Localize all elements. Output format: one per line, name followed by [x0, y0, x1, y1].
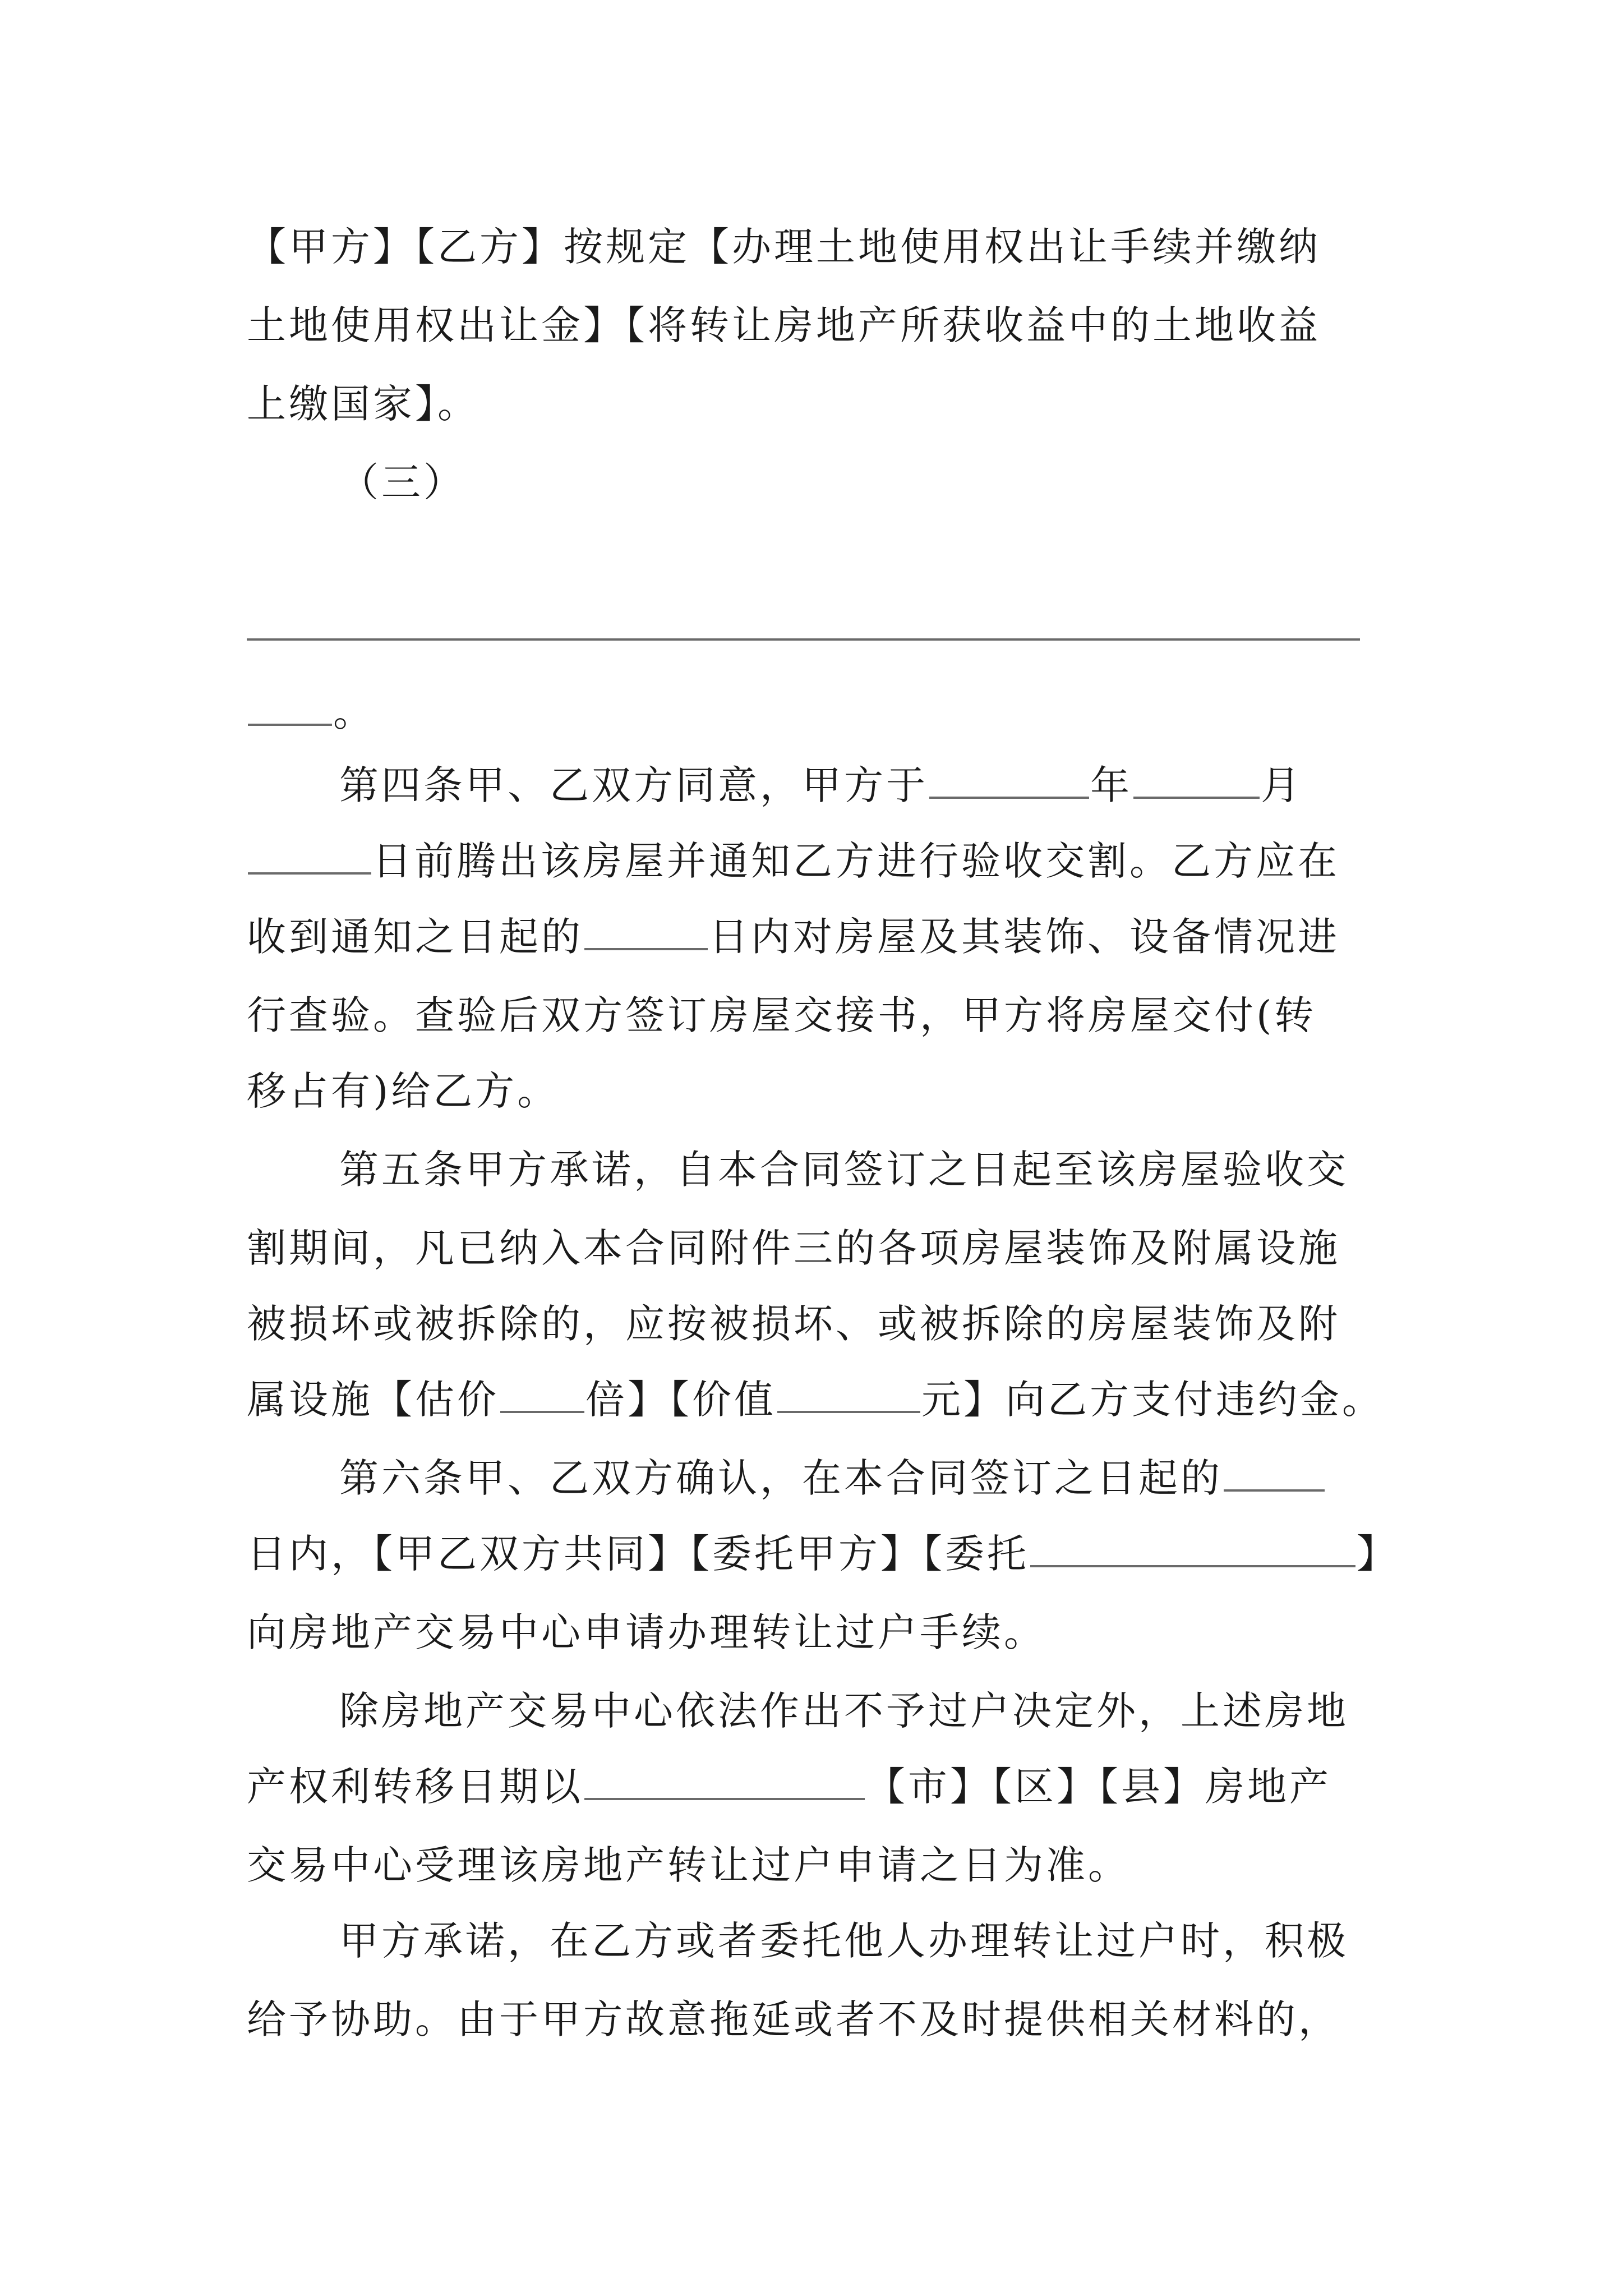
fill-in-blank-line — [247, 638, 1360, 641]
text-line: 行查验。查验后双方签订房屋交接书，甲方将房屋交付(转 — [247, 992, 1317, 1038]
text-line — [339, 746, 1483, 825]
text-line — [247, 822, 1391, 900]
article-6-text: 日内，【甲乙双方共同】【委托甲方】【委托 — [247, 1531, 1029, 1577]
days-blank — [584, 913, 708, 950]
article-6-text: 】 — [1357, 1531, 1399, 1577]
paragraph-text: 产权利转移日期以 — [247, 1764, 583, 1810]
text-line: 移占有)给乙方。 — [247, 1068, 560, 1114]
text-line: 甲方承诺，在乙方或者委托他人办理转让过户时，积极 — [339, 1918, 1349, 1964]
month-blank — [1133, 762, 1260, 799]
text-line — [247, 1515, 1399, 1593]
month-label: 月 — [1261, 762, 1303, 808]
text-line: 被损坏或被拆除的，应按被损坏、或被拆除的房屋装饰及附 — [247, 1301, 1340, 1347]
article-5-text: 属设施【估价 — [247, 1377, 499, 1423]
text-line: 交易中心受理该房地产转让过户申请之日为准。 — [247, 1842, 1130, 1888]
text-line — [247, 673, 1391, 752]
fill-in-blank — [248, 689, 332, 726]
agent-blank — [1030, 1530, 1355, 1567]
text-line — [247, 1360, 1391, 1439]
amount-blank — [777, 1376, 920, 1413]
text-line — [339, 1439, 1483, 1517]
text-line — [247, 898, 1391, 976]
text-line: 第五条甲方承诺，自本合同签订之日起至该房屋验收交 — [339, 1147, 1349, 1193]
section-heading: （三） — [339, 459, 465, 505]
text-line: 除房地产交易中心依法作出不予过户决定外，上述房地 — [339, 1688, 1349, 1734]
article-4-text: 收到通知之日起的 — [247, 914, 583, 960]
article-5-text: 倍】【价值 — [585, 1377, 776, 1423]
article-4-text: 日内对房屋及其装饰、设备情况进 — [709, 914, 1340, 960]
text-line: 【甲方】【乙方】按规定【办理土地使用权出让手续并缴纳 — [247, 224, 1321, 270]
date-blank — [584, 1763, 865, 1800]
text-line: 给予协助。由于甲方故意拖延或者不及时提供相关材料的， — [247, 1996, 1340, 2042]
paragraph-text: 【市】【区】【县】房地产 — [866, 1764, 1331, 1810]
line-end-mark: 。 — [333, 689, 375, 735]
article-5-text: 元】向乙方支付违约金。 — [921, 1377, 1384, 1423]
text-line: 土地使用权出让金】【将转让房地产所获收益中的土地收益 — [247, 302, 1321, 348]
text-line — [247, 1747, 1391, 1826]
year-blank — [929, 762, 1089, 799]
day-blank — [248, 838, 371, 875]
article-4-text: 第四条甲、乙双方同意，甲方于 — [339, 762, 928, 808]
article-6-text: 第六条甲、乙双方确认，在本合同签订之日起的 — [339, 1455, 1223, 1501]
text-line: 上缴国家】。 — [247, 381, 479, 427]
year-label: 年 — [1090, 762, 1132, 808]
multiple-blank — [500, 1376, 584, 1413]
article-4-text: 日前腾出该房屋并通知乙方进行验收交割。乙方应在 — [372, 838, 1340, 884]
text-line: 向房地产交易中心申请办理转让过户手续。 — [247, 1609, 1046, 1655]
days-blank — [1224, 1455, 1325, 1492]
text-line: 割期间，凡已纳入本合同附件三的各项房屋装饰及附属设施 — [247, 1225, 1340, 1271]
